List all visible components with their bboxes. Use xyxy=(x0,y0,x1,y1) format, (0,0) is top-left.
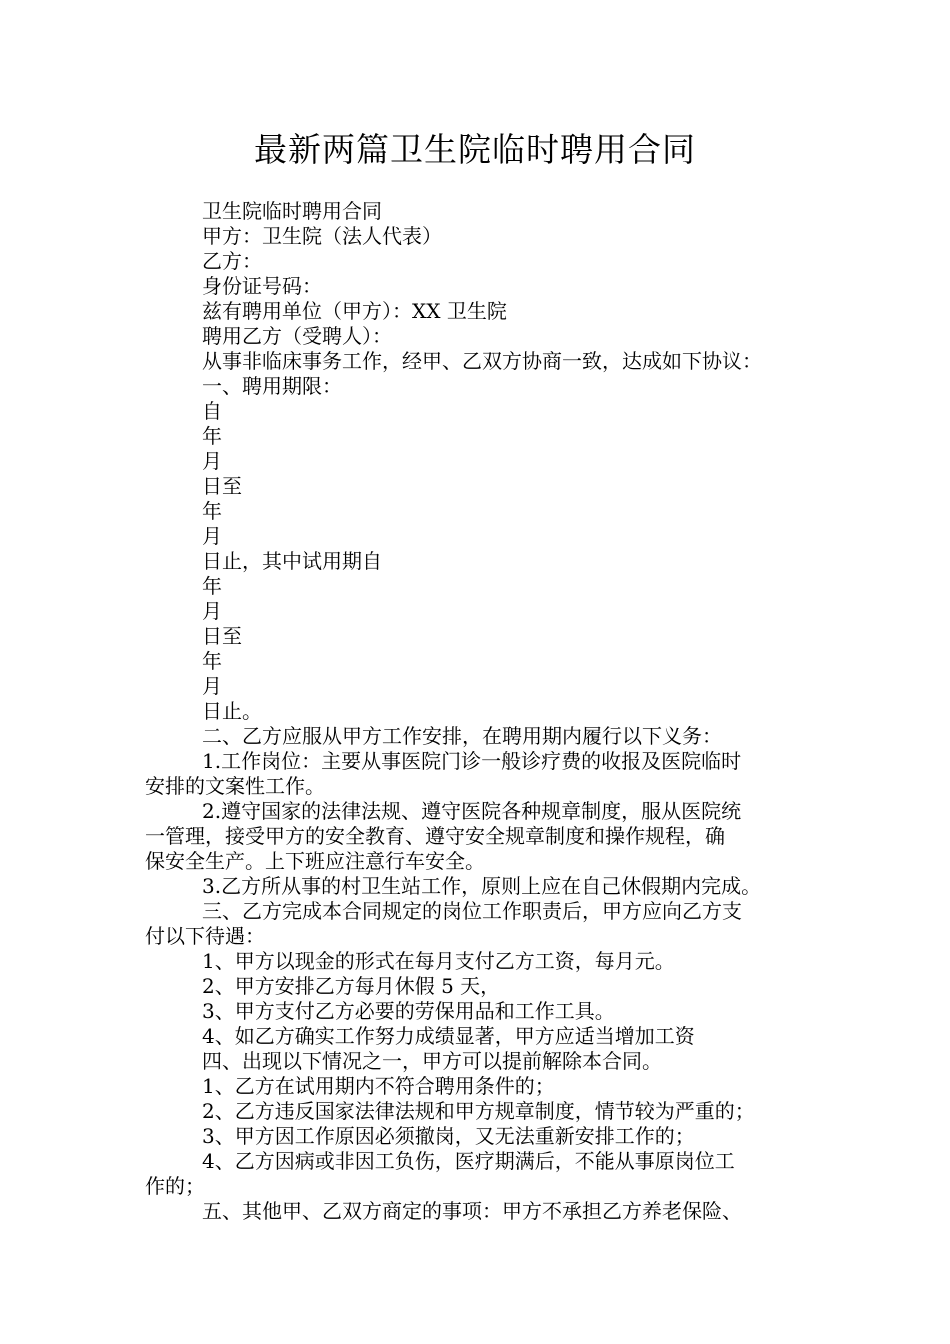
text-line: 年 xyxy=(202,499,222,523)
text-line: 3.乙方所从事的村卫生站工作，原则上应在自己休假期内完成。 xyxy=(202,874,762,898)
text-line: 卫生院临时聘用合同 xyxy=(202,199,382,223)
text-line: 五、其他甲、乙双方商定的事项：甲方不承担乙方养老保险、 xyxy=(202,1199,742,1223)
text-line: 日止，其中试用期自 xyxy=(202,549,382,573)
text-line: 三、乙方完成本合同规定的岗位工作职责后，甲方应向乙方支 xyxy=(202,899,742,923)
text-line: 年 xyxy=(202,649,222,673)
text-line: 3、甲方因工作原因必须撤岗，又无法重新安排工作的； xyxy=(202,1124,695,1148)
text-line: 2、甲方安排乙方每月休假 5 天， xyxy=(202,974,501,998)
text-line: 付以下待遇： xyxy=(145,924,265,948)
text-line: 聘用乙方（受聘人）： xyxy=(202,324,392,348)
text-line: 日止。 xyxy=(202,699,262,723)
text-line: 月 xyxy=(202,524,222,548)
text-line: 从事非临床事务工作，经甲、乙双方协商一致，达成如下协议： xyxy=(202,349,762,373)
text-line: 身份证号码： xyxy=(202,274,322,298)
text-line: 作的； xyxy=(145,1174,205,1198)
text-line: 3、甲方支付乙方必要的劳保用品和工作工具。 xyxy=(202,999,615,1023)
document-title: 最新两篇卫生院临时聘用合同 xyxy=(254,130,696,169)
text-line: 四、出现以下情况之一，甲方可以提前解除本合同。 xyxy=(202,1049,662,1073)
text-line: 4、乙方因病或非因工负伤，医疗期满后，不能从事原岗位工 xyxy=(202,1149,735,1173)
text-line: 月 xyxy=(202,449,222,473)
text-line: 年 xyxy=(202,424,222,448)
text-line: 1、乙方在试用期内不符合聘用条件的； xyxy=(202,1074,555,1098)
text-line: 月 xyxy=(202,674,222,698)
text-line: 日至 xyxy=(202,474,242,498)
text-line: 4、如乙方确实工作努力成绩显著，甲方应适当增加工资 xyxy=(202,1024,695,1048)
text-line: 1、甲方以现金的形式在每月支付乙方工资，每月元。 xyxy=(202,949,675,973)
document-body xyxy=(145,199,825,1224)
text-line: 日至 xyxy=(202,624,242,648)
text-line: 甲方：卫生院（法人代表） xyxy=(202,224,442,248)
text-line: 2、乙方违反国家法律法规和甲方规章制度，情节较为严重的； xyxy=(202,1099,755,1123)
text-line: 乙方： xyxy=(202,249,262,273)
text-line: 2.遵守国家的法律法规、遵守医院各种规章制度，服从医院统 xyxy=(202,799,742,823)
text-line: 年 xyxy=(202,574,222,598)
text-line: 保安全生产。上下班应注意行车安全。 xyxy=(145,849,485,873)
text-line: 一、聘用期限： xyxy=(202,374,342,398)
text-line: 一管理，接受甲方的安全教育、遵守安全规章制度和操作规程，确 xyxy=(145,824,725,848)
text-line: 二、乙方应服从甲方工作安排，在聘用期内履行以下义务： xyxy=(202,724,722,748)
text-line: 安排的文案性工作。 xyxy=(145,774,325,798)
text-line: 自 xyxy=(202,399,222,423)
text-line: 1.工作岗位：主要从事医院门诊一般诊疗费的收报及医院临时 xyxy=(202,749,742,773)
text-line: 月 xyxy=(202,599,222,623)
text-line: 兹有聘用单位（甲方）：XX 卫生院 xyxy=(202,299,507,323)
